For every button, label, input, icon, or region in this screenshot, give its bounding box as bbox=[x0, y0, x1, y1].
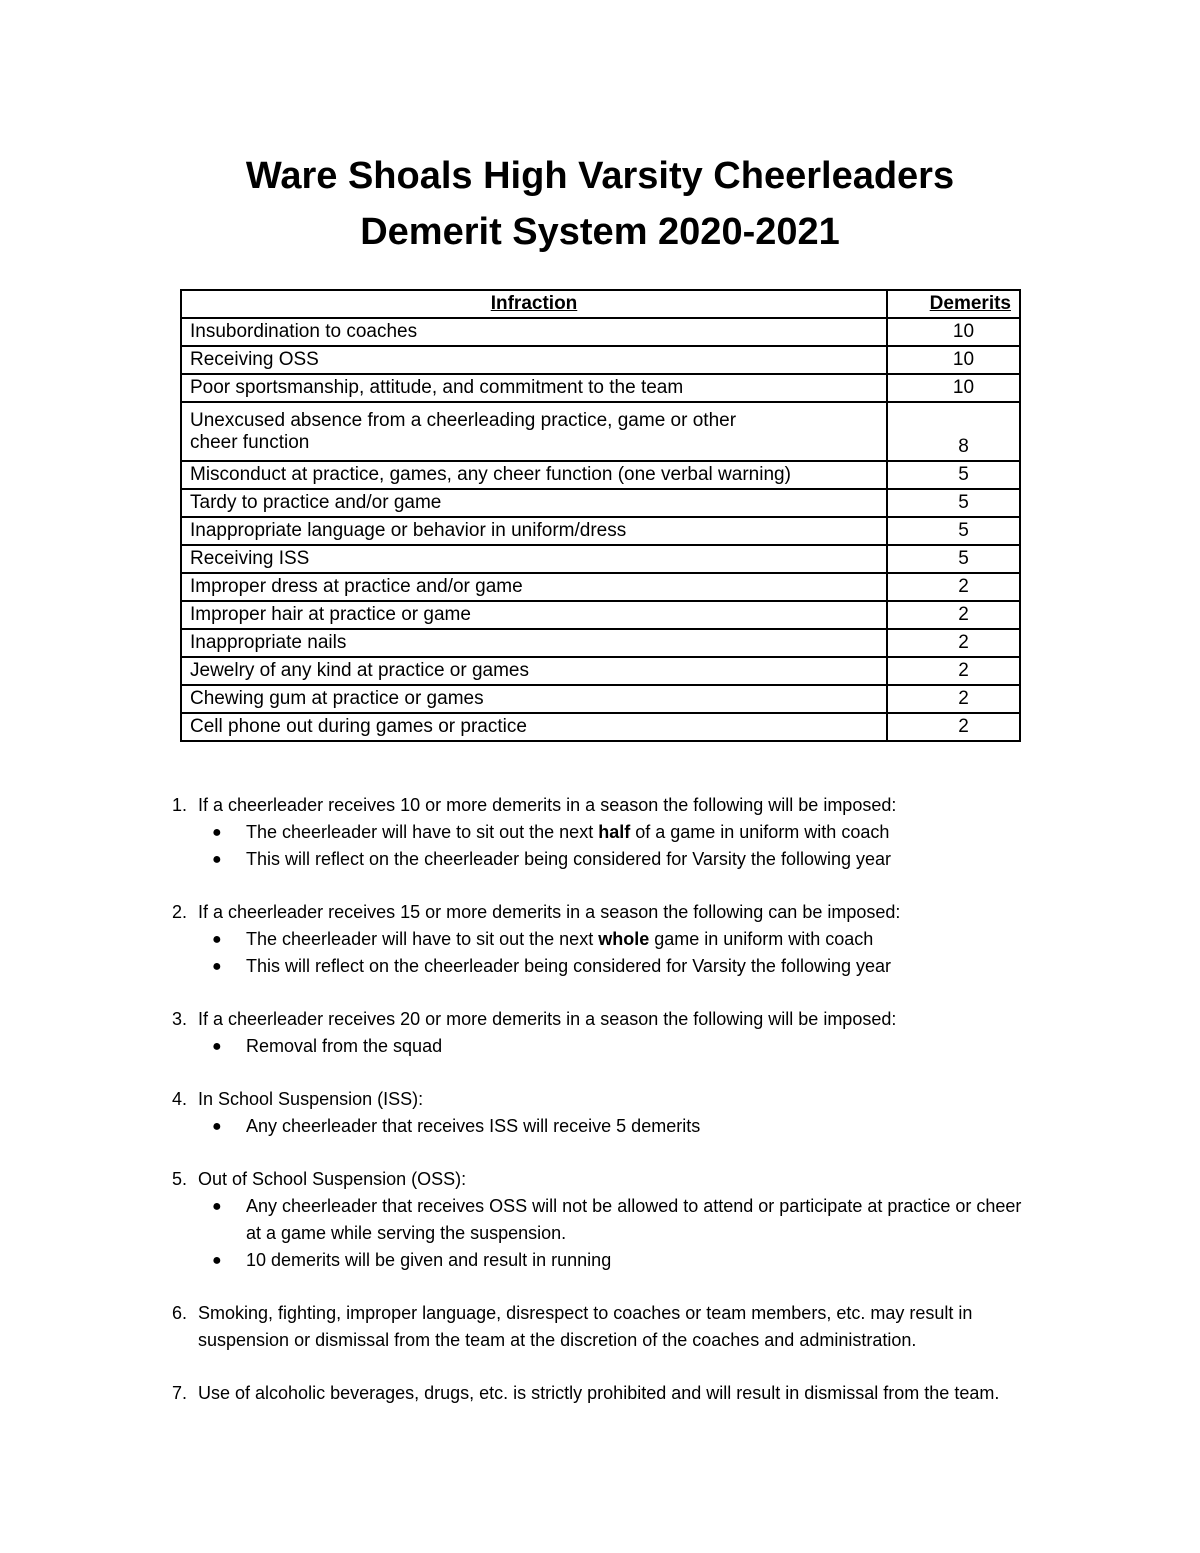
rule-item bbox=[172, 1086, 1032, 1140]
table-row bbox=[181, 489, 1020, 517]
infraction-column-header: Infraction bbox=[181, 290, 887, 318]
rule-number: 7. bbox=[172, 1383, 188, 1403]
rule-text: If a cheerleader receives 20 or more demerits in a season the following will be imposed: bbox=[198, 1009, 897, 1029]
bullet-item bbox=[212, 926, 1032, 953]
bullet-item bbox=[212, 819, 1032, 846]
demerits-cell: 5 bbox=[887, 489, 1020, 517]
bullet-text: Any cheerleader that receives ISS will receive 5 demerits bbox=[246, 1116, 701, 1136]
demerit-table bbox=[180, 289, 1021, 742]
bullet-text: Any cheerleader that receives OSS will not be allowed to attend or participate at practice or cheer at a game while serving the suspension. bbox=[246, 1196, 1022, 1243]
rule-number: 5. bbox=[172, 1169, 188, 1189]
bullet-emphasis: half bbox=[598, 822, 631, 842]
table-row bbox=[181, 346, 1020, 374]
rule-text: In School Suspension (ISS): bbox=[198, 1089, 424, 1109]
demerits-cell: 5 bbox=[887, 545, 1020, 573]
bullet-text: The cheerleader will have to sit out the next bbox=[246, 929, 599, 949]
bullet-icon: ● bbox=[212, 931, 222, 948]
infraction-cell: Receiving OSS bbox=[181, 346, 887, 374]
bullet-text: The cheerleader will have to sit out the next bbox=[246, 822, 599, 842]
bullet-icon: ● bbox=[212, 824, 222, 841]
rule-number: 2. bbox=[172, 902, 188, 922]
rule-item bbox=[172, 899, 1032, 980]
demerits-cell: 8 bbox=[887, 402, 1020, 461]
rule-text: If a cheerleader receives 10 or more demerits in a season the following will be imposed: bbox=[198, 795, 897, 815]
table-row bbox=[181, 657, 1020, 685]
infraction-cell: Improper hair at practice or game bbox=[181, 601, 887, 629]
rule-number: 4. bbox=[172, 1089, 188, 1109]
bullet-icon: ● bbox=[212, 1038, 222, 1055]
bullet-item bbox=[212, 846, 1032, 873]
bullet-item bbox=[212, 1193, 1032, 1247]
table-header-row bbox=[181, 290, 1020, 318]
bullet-item bbox=[212, 1247, 1032, 1274]
demerits-cell: 2 bbox=[887, 573, 1020, 601]
bullet-icon: ● bbox=[212, 958, 222, 975]
table-row bbox=[181, 601, 1020, 629]
rule-item bbox=[172, 1300, 1032, 1354]
rule-text: If a cheerleader receives 15 or more demerits in a season the following can be imposed: bbox=[198, 902, 901, 922]
bullet-text: This will reflect on the cheerleader being considered for Varsity the following year bbox=[246, 956, 891, 976]
demerits-cell: 2 bbox=[887, 601, 1020, 629]
document-title bbox=[0, 148, 1200, 260]
title-line-2: Demerit System 2020-2021 bbox=[360, 211, 840, 253]
infraction-cell: Misconduct at practice, games, any cheer function (one verbal warning) bbox=[181, 461, 887, 489]
bullet-text-after: of a game in uniform with coach bbox=[630, 822, 890, 842]
infraction-cell: Tardy to practice and/or game bbox=[181, 489, 887, 517]
bullet-item bbox=[212, 1033, 1032, 1060]
infraction-cell: Poor sportsmanship, attitude, and commitment to the team bbox=[181, 374, 887, 402]
bullet-item bbox=[212, 953, 1032, 980]
table-row bbox=[181, 517, 1020, 545]
table-row bbox=[181, 629, 1020, 657]
rules-list bbox=[172, 792, 1032, 1433]
table-row bbox=[181, 402, 1020, 461]
infraction-cell: Jewelry of any kind at practice or games bbox=[181, 657, 887, 685]
rule-number: 6. bbox=[172, 1303, 188, 1323]
demerits-cell: 10 bbox=[887, 318, 1020, 346]
infraction-cell: Improper dress at practice and/or game bbox=[181, 573, 887, 601]
bullet-text: Removal from the squad bbox=[246, 1036, 443, 1056]
infraction-cell: Inappropriate nails bbox=[181, 629, 887, 657]
title-line-1: Ware Shoals High Varsity Cheerleaders bbox=[245, 155, 955, 197]
rule-bullets bbox=[172, 1113, 1032, 1140]
infraction-cell: Cell phone out during games or practice bbox=[181, 713, 887, 741]
table-row bbox=[181, 318, 1020, 346]
table-row bbox=[181, 374, 1020, 402]
demerits-cell: 2 bbox=[887, 629, 1020, 657]
rule-text: Out of School Suspension (OSS): bbox=[198, 1169, 467, 1189]
rule-text: Use of alcoholic beverages, drugs, etc. is strictly prohibited and will result in dismissal from the team. bbox=[198, 1383, 1000, 1403]
rule-item bbox=[172, 792, 1032, 873]
table-row bbox=[181, 545, 1020, 573]
table-row bbox=[181, 685, 1020, 713]
bullet-icon: ● bbox=[212, 1198, 222, 1215]
rule-item bbox=[172, 1166, 1032, 1274]
rule-bullets bbox=[172, 926, 1032, 980]
rule-number: 1. bbox=[172, 795, 188, 815]
demerits-cell: 10 bbox=[887, 346, 1020, 374]
bullet-icon: ● bbox=[212, 1252, 222, 1269]
bullet-item bbox=[212, 1113, 1032, 1140]
rule-bullets bbox=[172, 819, 1032, 873]
rule-bullets bbox=[172, 1033, 1032, 1060]
demerits-cell: 2 bbox=[887, 685, 1020, 713]
demerits-cell: 5 bbox=[887, 461, 1020, 489]
bullet-text: This will reflect on the cheerleader being considered for Varsity the following year bbox=[246, 849, 891, 869]
rule-item bbox=[172, 1006, 1032, 1060]
infraction-cell: Chewing gum at practice or games bbox=[181, 685, 887, 713]
bullet-icon: ● bbox=[212, 851, 222, 868]
rule-item bbox=[172, 1380, 1032, 1407]
bullet-icon: ● bbox=[212, 1118, 222, 1135]
demerits-cell: 5 bbox=[887, 517, 1020, 545]
bullet-text: 10 demerits will be given and result in running bbox=[246, 1250, 612, 1270]
infraction-cell: Inappropriate language or behavior in uniform/dress bbox=[181, 517, 887, 545]
rule-number: 3. bbox=[172, 1009, 188, 1029]
bullet-emphasis: whole bbox=[598, 929, 650, 949]
demerits-cell: 10 bbox=[887, 374, 1020, 402]
bullet-text-after: game in uniform with coach bbox=[649, 929, 874, 949]
demerits-cell: 2 bbox=[887, 657, 1020, 685]
demerits-cell: 2 bbox=[887, 713, 1020, 741]
table-row bbox=[181, 573, 1020, 601]
infraction-cell: Receiving ISS bbox=[181, 545, 887, 573]
demerits-column-header: Demerits bbox=[887, 290, 1020, 318]
table-row bbox=[181, 713, 1020, 741]
table-row bbox=[181, 461, 1020, 489]
rule-text: Smoking, fighting, improper language, disrespect to coaches or team members, etc. may result in suspension or dismissal from the team at the discretion of the coaches and administration. bbox=[198, 1303, 973, 1350]
infraction-cell: Unexcused absence from a cheerleading practice, game or other cheer function bbox=[181, 402, 887, 461]
infraction-cell: Insubordination to coaches bbox=[181, 318, 887, 346]
rule-bullets bbox=[172, 1193, 1032, 1274]
